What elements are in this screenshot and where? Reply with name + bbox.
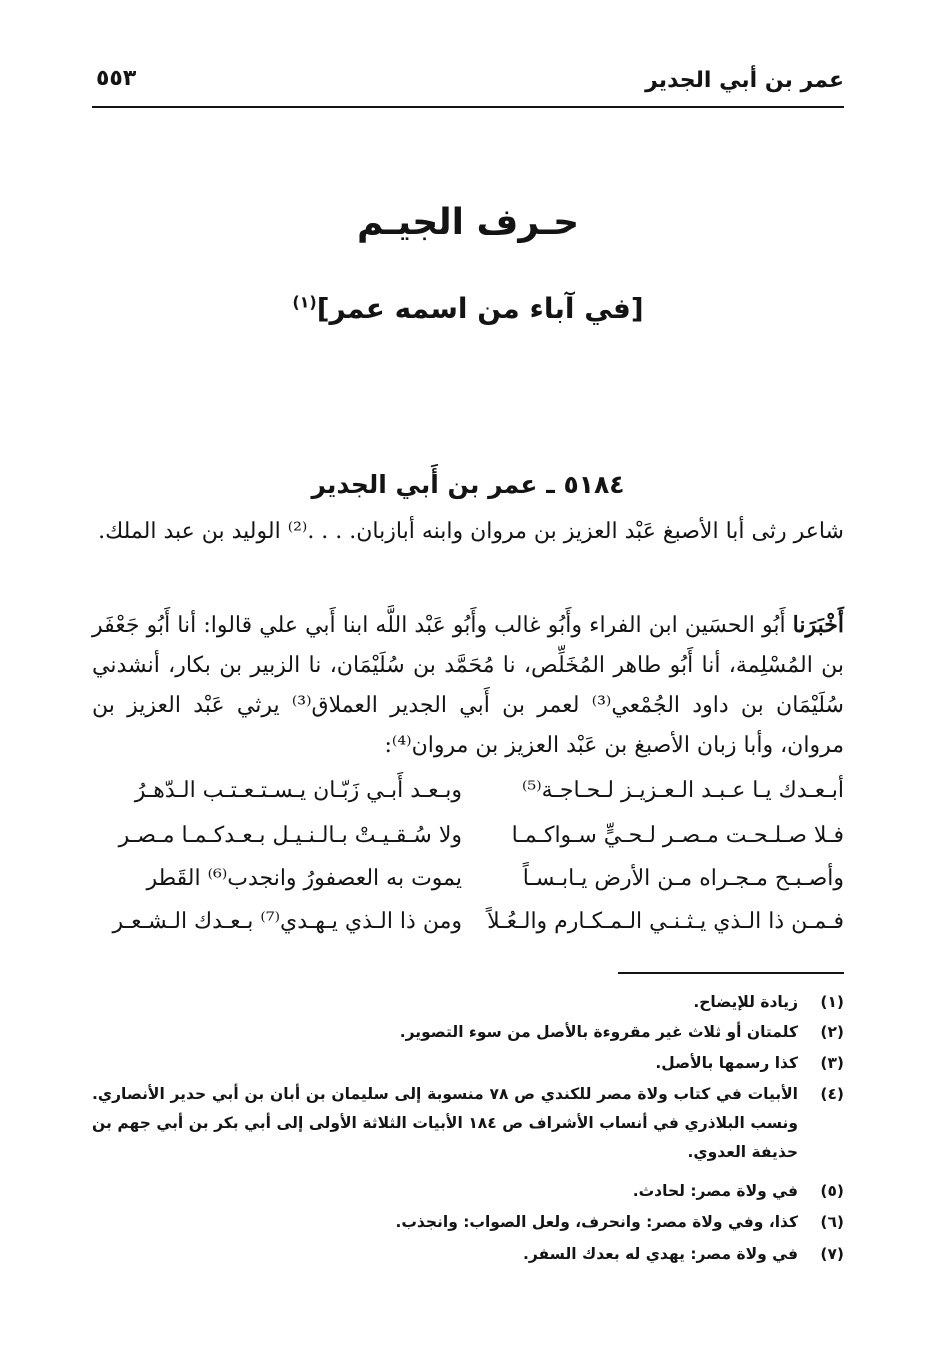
footnote-text: في ولاة مصر: لحادث. [632,1182,798,1200]
footnote [92,1240,844,1269]
footnote-text: الأبيات في كتاب ولاة مصر للكندي ص ٧٨ منسوبة إلى سليمان بن أبان بن أبي حدير الأنصاري. ونسب البلاذري في أنساب الأشراف ص ١٨٤ الأبيات الثلاثة الأولى إلى أبي بكر بن أبي جهم بن حذيفة العدوي. [92,1085,798,1161]
running-title: عمر بن أبي الجدير [645,68,844,93]
footnote-number: (٦) [820,1213,844,1231]
footnote-text: كلمتان أو ثلاث غير مقروءة بالأصل من سوء التصوير. [399,1023,798,1041]
paragraph-intro: شاعر رثى أبا الأصبغ عَبْد العزيز بن مروان وابنه أبازبان. . . .⁽²⁾ الوليد بن عبد الملك. [98,519,844,544]
verse-hemistich-first: وأصـبـح مـجـراه مـن الأرض يـابـسـاً [522,866,844,891]
verse-line [92,778,844,818]
footnote-number: (٤) [820,1085,844,1103]
paragraph-isnad-text: أَبُو الحسَين ابن الفراء وأَبُو غالب وأَبُو عَبْد اللَّه ابنا أَبي علي قالوا: أنا أَبُو جَعْفَر بن المُسْلِمة، أنا أَبُو طاهر المُخَلِّص، نا مُحَمَّد بن سُلَيْمَان، نا الزبير بن بكار، أنشدني سُلَيْمَان بن داود الجُمْعي⁽³⁾ لعمر بن أَبي الجدير العملاق⁽³⁾ يرثي عَبْد العزيز بن مروان، وأبا زبان الأصبغ بن عَبْد العزيز بن مروان⁽⁴⁾: [92,613,844,758]
page-number: ٥٥٣ [96,66,137,91]
verse-hemistich-first: أبـعـدك يـا عـبـد الـعـزيـز لـحـاجـة⁽⁵⁾ [521,778,844,803]
footnote [92,1018,844,1047]
verse-line [92,909,844,949]
verse-hemistich-second: ومن ذا الـذي يـهـدي⁽⁷⁾ بـعـدك الـشـعـر [112,909,462,934]
verse-hemistich-second: ولا سُـقـيـتْ بـالـنـيـل بـعـدكـمـا مـصـر [118,823,462,848]
paragraph-lead-word: أَخْبَرَنا [792,612,844,638]
footnote-text: في ولاة مصر: يهدي له بعدك السفر. [523,1245,798,1263]
verse-hemistich-first: فـمـن ذا الـذي يـثـنـي الـمـكـارم والـعُـلاً [487,909,844,934]
footnote-number: (٧) [820,1245,844,1263]
section-heading [0,292,936,325]
verse-hemistich-second: يموت به العصفورُ وانجدب⁽⁶⁾ القَطر [146,866,462,891]
footnote-text: كذا رسمها بالأصل. [655,1054,798,1072]
footnote-text: زيادة للإيضاح. [693,993,798,1011]
footnote-divider [618,972,844,974]
header-divider [92,106,844,108]
footnote [92,1049,844,1078]
paragraph-isnad [92,605,844,766]
verse-hemistich-first: فـلا صـلـحـت مـصـر لـحـيٍّ سـواكـمـا [511,823,844,848]
chapter-heading: حـرف الجيـم [356,202,580,243]
verse-line [92,823,844,863]
footnote-number: (٢) [820,1023,844,1041]
verse-hemistich-second: وبـعـد أَبـي زَبّـان يـسـتـعـتـب الـدّهـرُ [134,778,462,803]
footnote-number: (٥) [820,1182,844,1200]
section-note-mark: (١) [292,292,317,312]
footnote-number: (٣) [820,1054,844,1072]
footnote-text: كذا، وفي ولاة مصر: وانحرف، ولعل الصواب: وانجذب. [395,1213,798,1231]
verse-line [92,866,844,906]
footnote [92,1177,844,1206]
footnote [92,988,844,1017]
footnote [92,1208,844,1237]
entry-heading: ٥١٨٤ ـ عمر بن أَبي الجدير [311,470,625,499]
section-heading-text: [في آباء من اسمه عمر] [316,292,644,325]
footnote [92,1080,844,1167]
footnote-number: (١) [820,993,844,1011]
